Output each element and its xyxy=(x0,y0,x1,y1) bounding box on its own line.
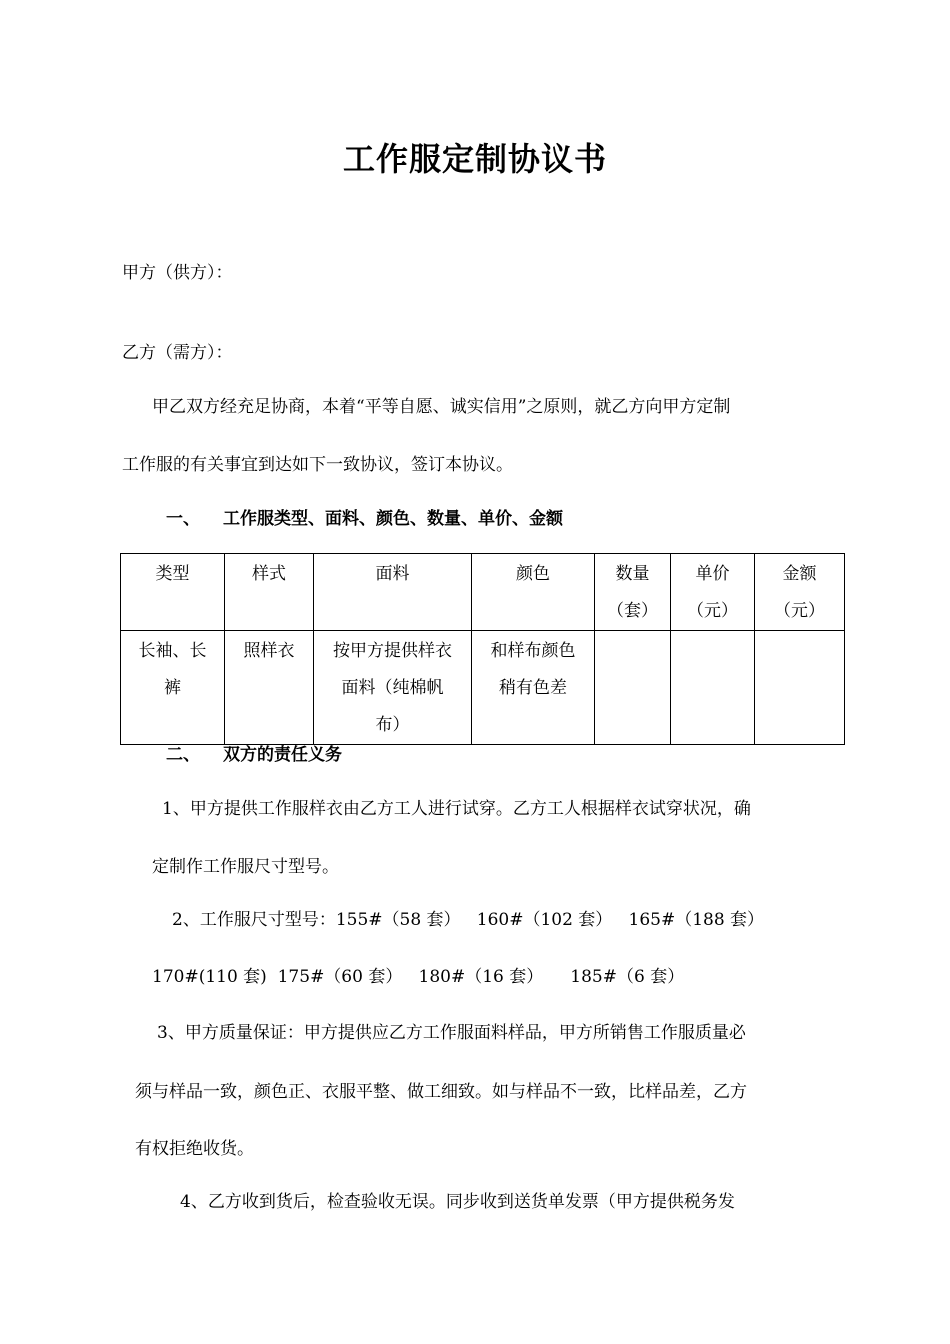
cell-fabric: 按甲方提供样衣 面料（纯棉帆 布） xyxy=(314,631,472,745)
cell-amount xyxy=(755,631,845,745)
cell-style: 照样衣 xyxy=(225,631,314,745)
table-row xyxy=(121,631,845,745)
header-style: 样式 xyxy=(225,554,314,631)
clause-3-line-2: 须与样品一致，颜色正、衣服平整、做工细致。如与样品不一致，比样品差，乙方 xyxy=(135,1082,747,1102)
cell-type: 长袖、长 裤 xyxy=(121,631,225,745)
clause-3-line-1: 3、甲方质量保证：甲方提供应乙方工作服面料样品，甲方所销售工作服质量必 xyxy=(157,1023,746,1043)
section-2-heading: 双方的责任义务 xyxy=(223,745,342,765)
cell-unit-price xyxy=(671,631,755,745)
party-b-label: 乙方（需方）： xyxy=(122,343,233,363)
cell-color: 和样布颜色 稍有色差 xyxy=(472,631,595,745)
party-a-label: 甲方（供方）： xyxy=(122,263,233,283)
document-title: 工作服定制协议书 xyxy=(342,140,607,178)
clause-1-line-2: 定制作工作服尺寸型号。 xyxy=(152,857,339,877)
intro-paragraph-line-1: 甲乙双方经充足协商，本着“平等自愿、诚实信用”之原则，就乙方向甲方定制 xyxy=(152,397,731,417)
clause-2-line-1: 2、工作服尺寸型号：155#（58 套） 160#（102 套） 165#（188 套） xyxy=(172,910,765,930)
intro-paragraph-line-2: 工作服的有关事宜到达如下一致协议，签订本协议。 xyxy=(122,455,513,475)
cell-quantity xyxy=(595,631,671,745)
table-header-row xyxy=(121,554,845,631)
header-unit-price: 单价 （元） xyxy=(671,554,755,631)
clause-4-line-1: 4、乙方收到货后，检查验收无误。同步收到送货单发票（甲方提供税务发 xyxy=(180,1192,735,1212)
section-1-number: 一、 xyxy=(166,509,200,529)
header-quantity: 数量 （套） xyxy=(595,554,671,631)
header-type: 类型 xyxy=(121,554,225,631)
header-color: 颜色 xyxy=(472,554,595,631)
clause-1-line-1: 1、甲方提供工作服样衣由乙方工人进行试穿。乙方工人根据样衣试穿状况，确 xyxy=(162,799,751,819)
header-fabric: 面料 xyxy=(314,554,472,631)
section-1-heading: 工作服类型、面料、颜色、数量、单价、金额 xyxy=(223,509,563,529)
garment-spec-table xyxy=(120,553,845,745)
header-amount: 金额 （元） xyxy=(755,554,845,631)
clause-3-line-3: 有权拒绝收货。 xyxy=(135,1139,254,1159)
clause-2-line-2: 170#(110 套) 175#（60 套） 180#（16 套） 185#（6 套） xyxy=(152,967,685,987)
section-2-number: 二、 xyxy=(166,745,200,765)
